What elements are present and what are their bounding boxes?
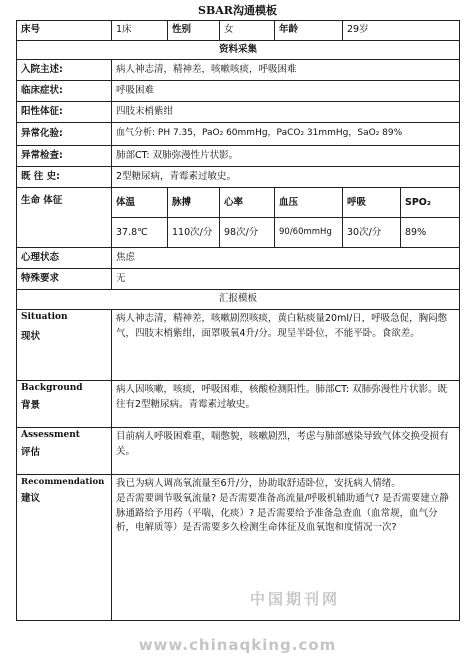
collect-label: 异常检查: <box>17 146 112 167</box>
collect-row <box>17 146 460 167</box>
vitals-value: 98次/分 <box>220 218 275 248</box>
collect-value: 四肢末梢紫绀 <box>112 102 460 123</box>
watermark-cn: 中国期刊网 <box>250 590 341 608</box>
basic-info-row <box>17 21 460 41</box>
collect-value: 呼吸困难 <box>112 81 460 102</box>
sbar-table <box>16 20 460 621</box>
bed-value: 1床 <box>112 21 168 41</box>
collect-value: 血气分析: PH 7.35，PaO₂ 60mmHg，PaCO₂ 31mmHg，SaO₂ 89% <box>112 123 460 146</box>
report-value: 病人神志清，精神差，咳嗽剧烈咳痰，黄白粘痰量20ml/日，呼吸急促，胸闷憋气，四肢末梢紫绀，面罩吸氧4升/分。现呈半卧位，不能平卧。食欲差。 <box>112 310 460 381</box>
special-label: 特殊要求 <box>17 269 112 290</box>
vitals-value: 30次/分 <box>343 218 401 248</box>
vitals-header: 呼吸 <box>343 188 401 218</box>
watermark-url: www.chinaqking.com <box>138 636 337 654</box>
section-collect-heading: 资料采集 <box>17 40 460 60</box>
bed-label: 床号 <box>17 21 112 41</box>
collect-label: 既 往 史: <box>17 167 112 188</box>
report-value: 目前病人呼吸困难重，喘憋貌，咳嗽剧烈，考虑与肺部感染导致气体交换受损有关。 <box>112 428 460 475</box>
collect-value: 病人神志清，精神差，咳嗽咳痰，呼吸困难 <box>112 60 460 81</box>
collect-value: 肺部CT: 双肺弥漫性片状影。 <box>112 146 460 167</box>
collect-row <box>17 123 460 146</box>
vitals-label: 生命 体征 <box>17 188 112 248</box>
vitals-header: SPO₂ <box>401 188 460 218</box>
vitals-header: 心率 <box>220 188 275 218</box>
report-en-label: Situation <box>21 312 68 323</box>
collect-row <box>17 60 460 81</box>
sex-label: 性别 <box>168 21 220 41</box>
vitals-header: 体温 <box>112 188 168 218</box>
report-value: 我已为病人调高氧流量至6升/分，协助取舒适卧位，安抚病人情绪。 <box>116 478 401 490</box>
report-row <box>17 475 460 621</box>
report-row <box>17 381 460 428</box>
collect-label: 临床症状: <box>17 81 112 102</box>
section-report-heading: 汇报模板 <box>17 290 460 310</box>
collect-label: 入院主述: <box>17 60 112 81</box>
vitals-header: 血压 <box>275 188 343 218</box>
vitals-value: 90/60mmHg <box>275 218 343 248</box>
vitals-value: 89% <box>401 218 460 248</box>
psych-value: 焦虑 <box>112 248 460 269</box>
report-value: 病人因咳嗽，咳痰，呼吸困难，核酸检测阳性。肺部CT: 双肺弥漫性片状影。既往有2型糖尿病。青霉素过敏史。 <box>112 381 460 428</box>
report-cn-label: 背景 <box>21 399 41 411</box>
report-row <box>17 310 460 381</box>
collect-row <box>17 167 460 188</box>
report-row <box>17 428 460 475</box>
report-en-label: Recommendation <box>21 477 105 488</box>
report-value-questions: 是否需要调节吸氧流量? 是否需要准备高流量/呼吸机辅助通气? 是否需要建立静脉通路给予用药（平喘，化痰）? 是否需要给予准备急查血（血常规，血气分析，电解质等）是否需要多久检测生命体征及血氧饱和度情况一次? <box>116 492 449 534</box>
report-cn-label: 建议 <box>21 493 41 505</box>
collect-row <box>17 102 460 123</box>
report-cn-label: 评估 <box>21 446 41 458</box>
page-title: SBAR沟通模板 <box>198 4 277 17</box>
vitals-value: 110次/分 <box>168 218 220 248</box>
age-value: 29岁 <box>343 21 460 41</box>
report-en-label: Background <box>21 383 83 394</box>
collect-row <box>17 81 460 102</box>
vitals-header: 脉搏 <box>168 188 220 218</box>
psych-label: 心理状态 <box>17 248 112 269</box>
collect-label: 异常化验: <box>17 123 112 146</box>
vitals-value: 37.8℃ <box>112 218 168 248</box>
report-en-label: Assessment <box>21 430 80 441</box>
vitals-header-row <box>17 188 460 218</box>
collect-value: 2型糖尿病，青霉素过敏史。 <box>112 167 460 188</box>
report-cn-label: 现状 <box>21 330 41 342</box>
collect-label: 阳性体征: <box>17 102 112 123</box>
special-value: 无 <box>112 269 460 290</box>
sex-value: 女 <box>220 21 275 41</box>
age-label: 年龄 <box>275 21 343 41</box>
